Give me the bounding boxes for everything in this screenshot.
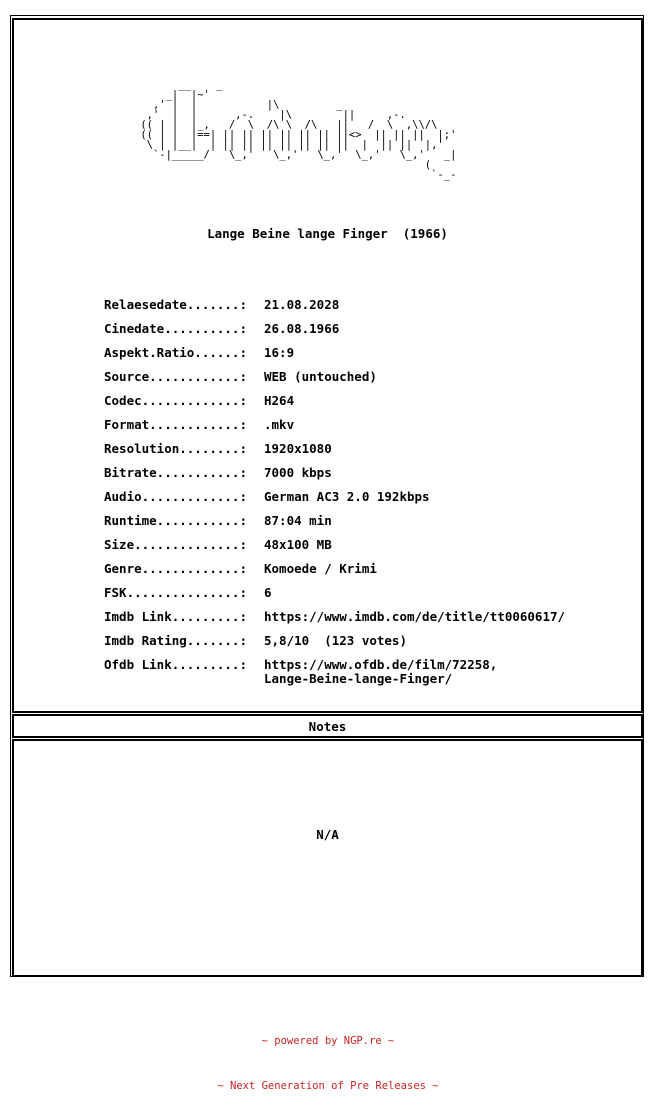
detail-value: WEB (untouched) bbox=[264, 369, 377, 384]
detail-value: .mkv bbox=[264, 417, 295, 432]
notes-title: Notes bbox=[308, 719, 347, 734]
detail-label: Genre.............: bbox=[104, 561, 247, 576]
notes-panel bbox=[12, 739, 643, 977]
detail-row bbox=[104, 370, 565, 394]
detail-row bbox=[104, 298, 565, 322]
footer bbox=[0, 1004, 656, 1109]
notes-text: N/A bbox=[316, 827, 339, 842]
detail-value: Komoede / Krimi bbox=[264, 561, 377, 576]
notes-header bbox=[12, 714, 643, 738]
detail-value: 16:9 bbox=[264, 345, 295, 360]
detail-value: 6 bbox=[264, 585, 272, 600]
release-details-list bbox=[104, 298, 565, 688]
detail-row bbox=[104, 538, 565, 562]
detail-label: Imdb Rating.......: bbox=[104, 633, 247, 648]
detail-label: Relaesedate.......: bbox=[104, 297, 247, 312]
detail-row bbox=[104, 586, 565, 610]
detail-row bbox=[104, 562, 565, 586]
movie-title: Lange Beine lange Finger (1966) bbox=[207, 226, 448, 241]
detail-label: Resolution........: bbox=[104, 441, 247, 456]
detail-value: 21.08.2028 bbox=[264, 297, 340, 312]
detail-label: Imdb Link.........: bbox=[104, 609, 247, 624]
detail-row bbox=[104, 634, 565, 658]
detail-label: Runtime...........: bbox=[104, 513, 247, 528]
release-info-panel bbox=[12, 18, 643, 713]
detail-label: Source............: bbox=[104, 369, 247, 384]
detail-row bbox=[104, 490, 565, 514]
detail-label: Codec.............: bbox=[104, 393, 247, 408]
detail-row bbox=[104, 610, 565, 634]
footer-powered-by: ~ powered by NGP.re ~ bbox=[261, 1035, 395, 1047]
detail-value: H264 bbox=[264, 393, 295, 408]
detail-value: 26.08.1966 bbox=[264, 321, 340, 336]
detail-row bbox=[104, 514, 565, 538]
footer-tagline: ~ Next Generation of Pre Releases ~ bbox=[217, 1080, 439, 1092]
detail-label: Aspekt.Ratio......: bbox=[104, 345, 247, 360]
detail-label: Audio.............: bbox=[104, 489, 247, 504]
detail-label: Cinedate..........: bbox=[104, 321, 247, 336]
detail-value: 1920x1080 bbox=[264, 441, 332, 456]
detail-row bbox=[104, 394, 565, 418]
detail-value: 5,8/10 (123 votes) bbox=[264, 633, 407, 648]
detail-value: https://www.imdb.com/de/title/tt0060617/ bbox=[264, 609, 566, 624]
detail-label: Bitrate...........: bbox=[104, 465, 247, 480]
detail-row bbox=[104, 466, 565, 490]
detail-row bbox=[104, 346, 565, 370]
detail-row bbox=[104, 322, 565, 346]
detail-row bbox=[104, 442, 565, 466]
detail-row bbox=[104, 658, 565, 688]
detail-row bbox=[104, 418, 565, 442]
group-logo-ascii: __ _ _| |~' ,' | | |\ _ ,' | | ,-. |\ || ,-. (( | | |_, / \ /\ \ /\ || / \ ,\\/\ (( | | |==| || || || || || || ||<> || || || |;' \ | |__| | || || || || || || || | || || |,' `-|_____/ \_,' \_,' \_,' \_,' \_,' _| ( `-_- bbox=[140, 79, 457, 181]
detail-label: Ofdb Link.........: bbox=[104, 657, 247, 672]
detail-label: Size..............: bbox=[104, 537, 247, 552]
detail-value: German AC3 2.0 192kbps bbox=[264, 489, 430, 504]
detail-value: https://www.ofdb.de/film/72258, Lange-Beine-lange-Finger/ bbox=[264, 657, 498, 686]
detail-value: 7000 kbps bbox=[264, 465, 332, 480]
detail-label: Format............: bbox=[104, 417, 247, 432]
detail-label: FSK...............: bbox=[104, 585, 247, 600]
detail-value: 48x100 MB bbox=[264, 537, 332, 552]
detail-value: 87:04 min bbox=[264, 513, 332, 528]
